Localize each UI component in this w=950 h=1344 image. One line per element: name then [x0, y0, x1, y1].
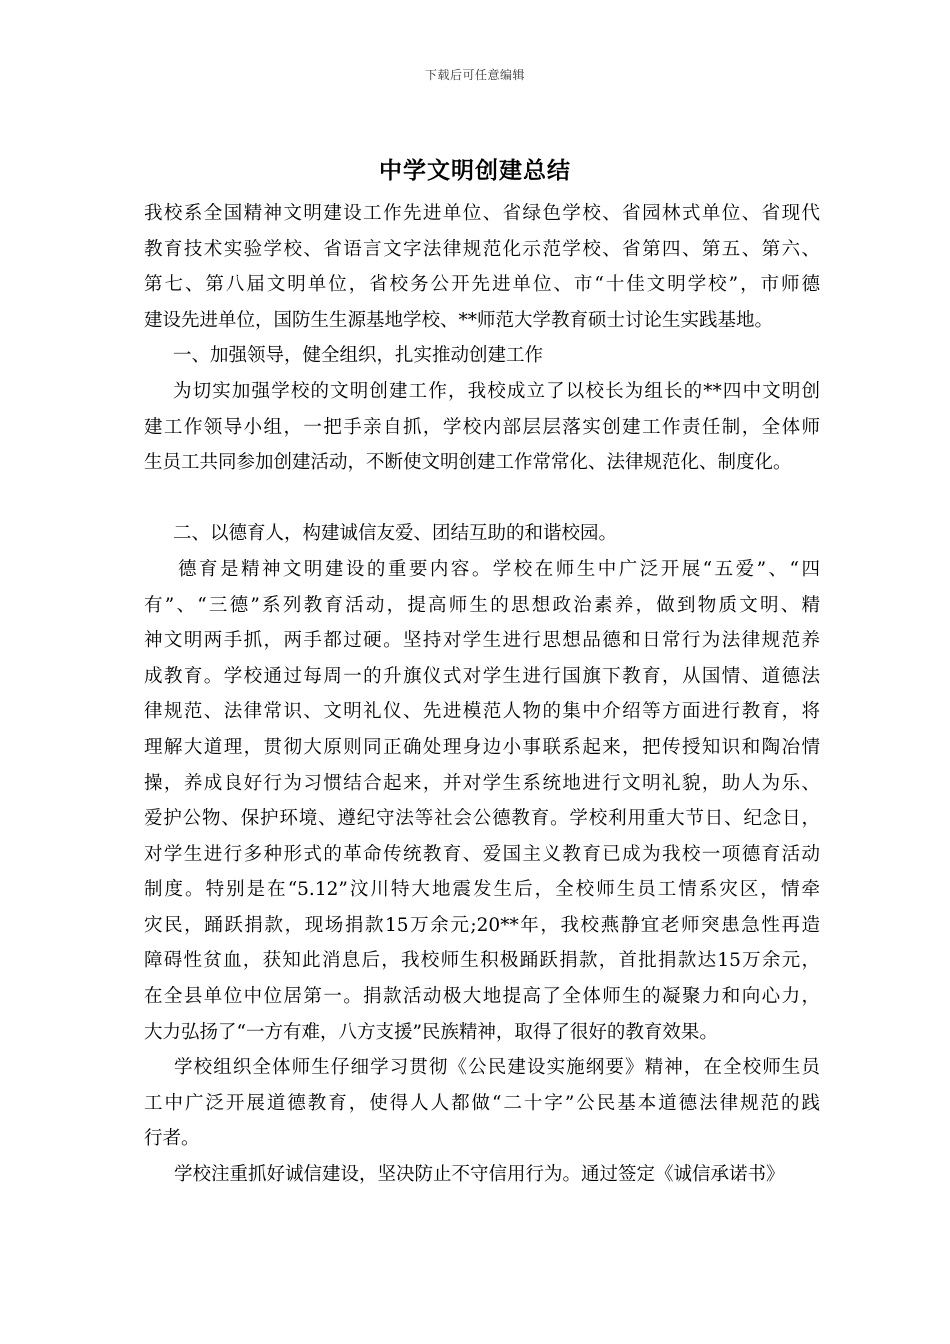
body-line: 障碍性贫血，获知此消息后，我校师生积极踊跃捐款，首批捐款达15万余元，	[144, 950, 820, 972]
body-line: 操，养成良好行为习惯结合起来，并对学生系统地进行文明礼貌，助人为乐、	[144, 772, 820, 794]
body-line: 神文明两手抓，两手都过硬。坚持对学生进行思想品德和日常行为法律规范养	[144, 630, 820, 652]
body-line: 有”、“三德”系列教育活动，提高师生的思想政治素养，做到物质文明、精	[144, 594, 820, 616]
body-line: 教育技术实验学校、省语言文字法律规范化示范学校、省第四、第五、第六、	[144, 238, 820, 260]
body-line: 学校组织全体师生仔细学习贯彻《公民建设实施纲要》精神，在全校师生员	[174, 1057, 820, 1079]
body-line: 制度。特别是在“5.12”汶川特大地震发生后，全校师生员工情系灾区，情牵	[144, 879, 820, 901]
document-body	[144, 196, 820, 1193]
body-line: 在全县单位中位居第一。捐款活动极大地提高了全体师生的凝聚力和向心力，	[144, 986, 820, 1008]
body-line: 灾民，踊跃捐款，现场捐款15万余元;20**年，我校燕静宜老师突患急性再造	[144, 914, 820, 936]
section-heading: 二、以德育人，构建诚信友爱、团结互助的和谐校园。	[173, 523, 618, 545]
body-line: 为切实加强学校的文明创建工作，我校成立了以校长为组长的**四中文明创	[173, 380, 820, 402]
body-line: 成教育。学校通过每周一的升旗仪式对学生进行国旗下教育，从国情、道德法	[144, 665, 820, 687]
blank-line	[144, 481, 820, 517]
body-line: 第七、第八届文明单位，省校务公开先进单位、市“十佳文明学校”，市师德	[144, 274, 820, 296]
body-line: 爱护公物、保护环境、遵纪守法等社会公德教育。学校利用重大节日、纪念日，	[144, 808, 820, 830]
section-heading: 一、加强领导，健全组织，扎实推动创建工作	[173, 345, 544, 367]
body-line: 我校系全国精神文明建设工作先进单位、省绿色学校、省园林式单位、省现代	[144, 203, 820, 224]
body-line: 行者。	[144, 1128, 200, 1150]
document-title: 中学文明创建总结	[379, 157, 571, 184]
header-note: 下载后可任意编辑	[424, 68, 525, 82]
body-line: 建工作领导小组，一把手亲自抓，学校内部层层落实创建工作责任制，全体师	[144, 416, 820, 438]
body-line: 生员工共同参加创建活动，不断使文明创建工作常常化、法律规范化、制度化。	[144, 452, 792, 474]
body-line: 大力弘扬了“一方有难，八方支援”民族精神，取得了很好的教育效果。	[144, 1021, 718, 1043]
body-line: 建设先进单位，国防生生源基地学校、**师范大学教育硕士讨论生实践基地。	[144, 309, 774, 331]
body-line: 工中广泛开展道德教育，使得人人都做“二十字”公民基本道德法律规范的践	[144, 1092, 820, 1114]
body-line: 德育是精神文明建设的重要内容。学校在师生中广泛开展“五爱”、“四	[178, 558, 820, 580]
body-line: 对学生进行多种形式的革命传统教育、爱国主义教育已成为我校一项德育活动	[144, 843, 820, 865]
body-line: 理解大道理，贯彻大原则同正确处理身边小事联系起来，把传授知识和陶冶情	[144, 736, 820, 758]
body-line: 学校注重抓好诚信建设，坚决防止不守信用行为。通过签定《诚信承诺书》	[174, 1164, 785, 1186]
body-line: 律规范、法律常识、文明礼仪、先进模范人物的集中介绍等方面进行教育，将	[144, 701, 820, 723]
